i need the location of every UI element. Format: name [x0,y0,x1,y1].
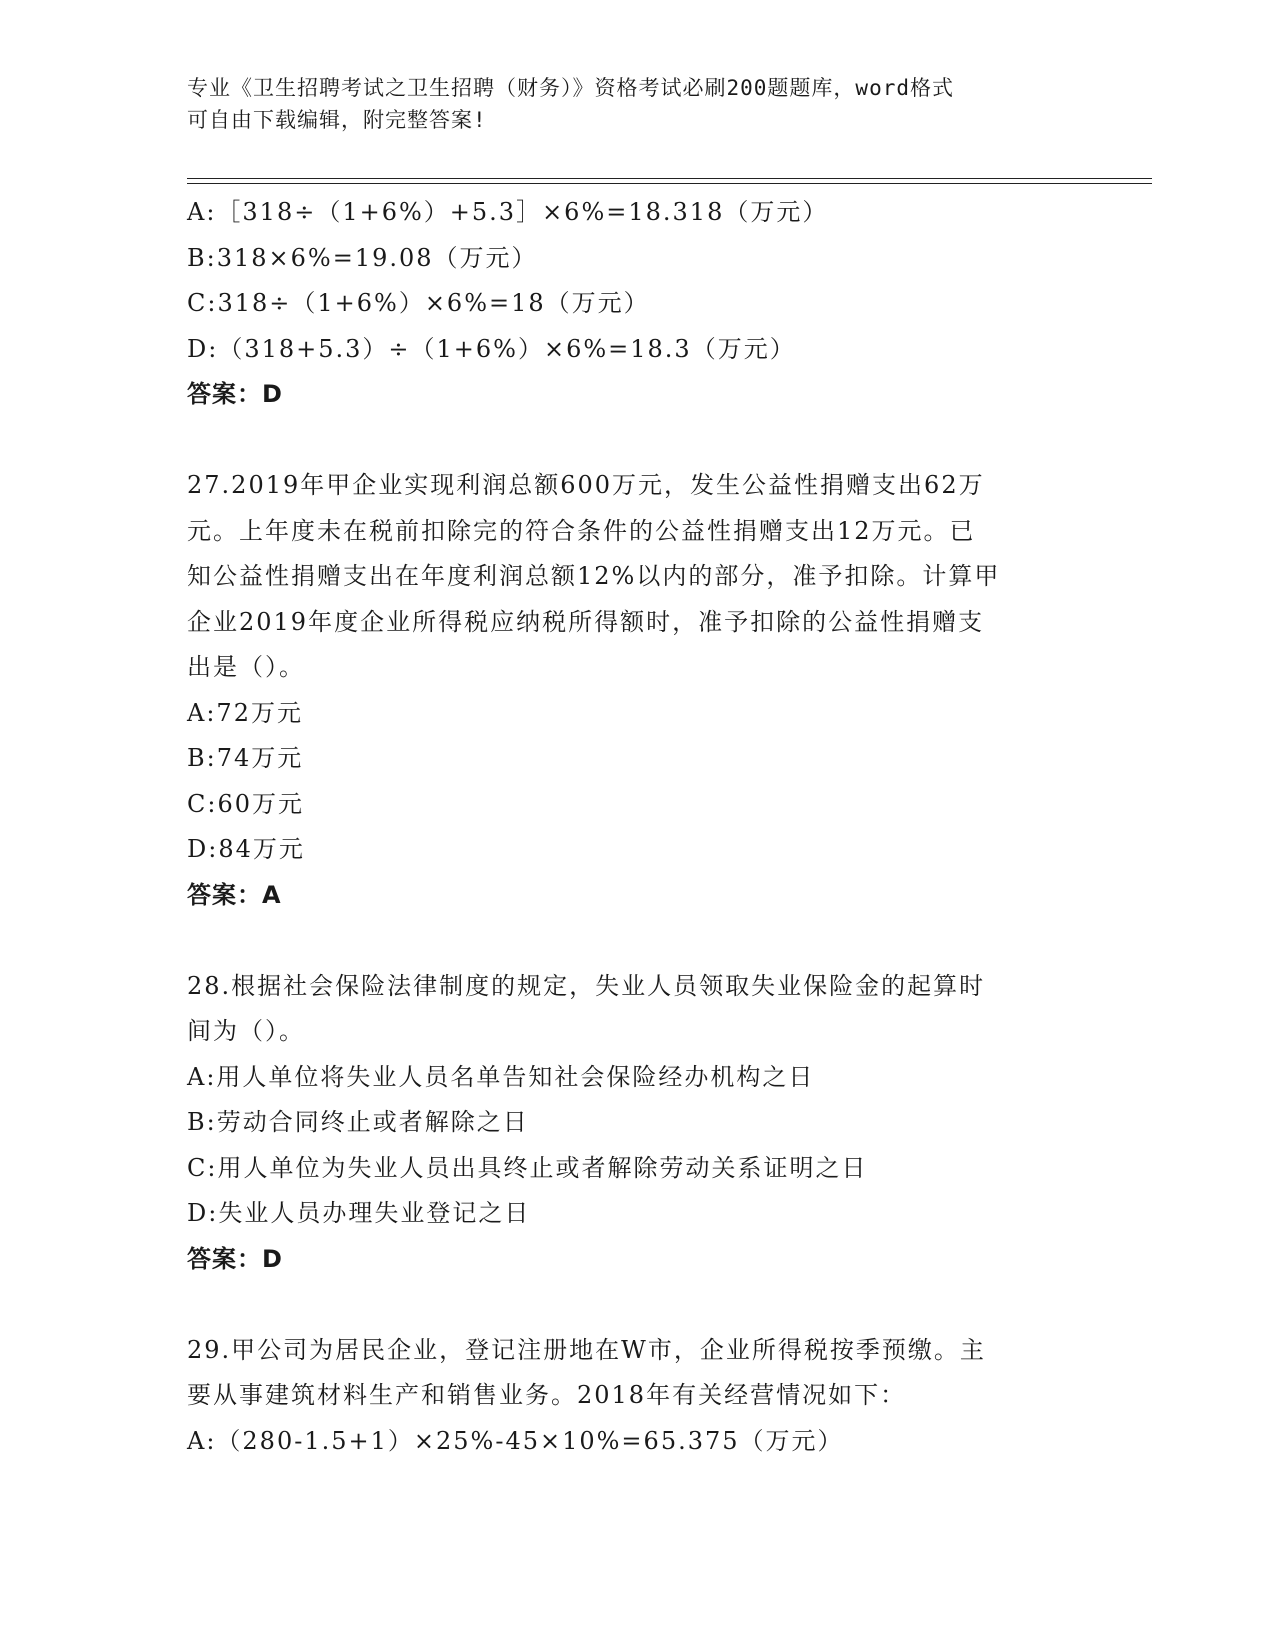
question-stem-line: 知公益性捐赠支出在年度利润总额12%以内的部分，准予扣除。计算甲 [187,562,1001,590]
header-divider-bottom [187,183,1152,184]
option-a: A:［318÷（1+6%）+5.3］×6%=18.318（万元） [187,198,829,226]
header-divider-top [187,178,1152,179]
question-stem-line: 元。上年度未在税前扣除完的符合条件的公益性捐赠支出12万元。已 [187,516,976,545]
option-b: B:318×6%=19.08（万元） [187,243,538,272]
option-c: C:用人单位为失业人员出具终止或者解除劳动关系证明之日 [187,1153,868,1182]
question-stem-line: 28.根据社会保险法律制度的规定，失业人员领取失业保险金的起算时 [187,971,986,1000]
option-a: A:72万元 [187,698,303,727]
question-29 [187,1328,1067,1465]
question-26 [187,190,1067,418]
spacer [187,1282,1067,1328]
question-stem-line: 企业2019年度企业所得税应纳税所得额时，准予扣除的公益性捐赠支 [187,607,985,636]
option-d: D:（318+5.3）÷（1+6%）×6%=18.3（万元） [187,334,796,363]
option-c: C:318÷（1+6%）×6%=18（万元） [187,289,650,317]
question-stem-line: 要从事建筑材料生产和销售业务。2018年有关经营情况如下： [187,1381,907,1409]
answer: 答案：D [187,1244,283,1273]
question-stem-line: 27.2019年甲企业实现利润总额600万元，发生公益性捐赠支出62万 [187,471,985,499]
question-stem-line: 29.甲公司为居民企业，登记注册地在W市，企业所得税按季预缴。主 [187,1335,986,1364]
option-b: B:劳动合同终止或者解除之日 [187,1108,529,1136]
answer: 答案：D [187,380,283,408]
question-27 [187,463,1067,918]
header-line-2: 可自由下载编辑，附完整答案! [187,108,487,132]
question-list [187,190,1067,1464]
option-a: A:（280-1.5+1）×25%-45×10%=65.375（万元） [187,1426,844,1455]
option-a: A:用人单位将失业人员名单告知社会保险经办机构之日 [187,1062,815,1091]
option-c: C:60万元 [187,789,304,818]
option-d: D:失业人员办理失业登记之日 [187,1199,531,1227]
question-stem-line: 间为（）。 [187,1017,305,1045]
answer: 答案：A [187,880,282,909]
option-d: D:84万元 [187,835,305,863]
option-b: B:74万元 [187,744,304,772]
spacer [187,418,1067,464]
question-28 [187,964,1067,1283]
document-header [187,72,1077,136]
question-stem-line: 出是（）。 [187,653,305,681]
header-line-1: 专业《卫生招聘考试之卫生招聘（财务）》资格考试必刷200题题库，word格式 [187,76,954,100]
spacer [187,918,1067,964]
